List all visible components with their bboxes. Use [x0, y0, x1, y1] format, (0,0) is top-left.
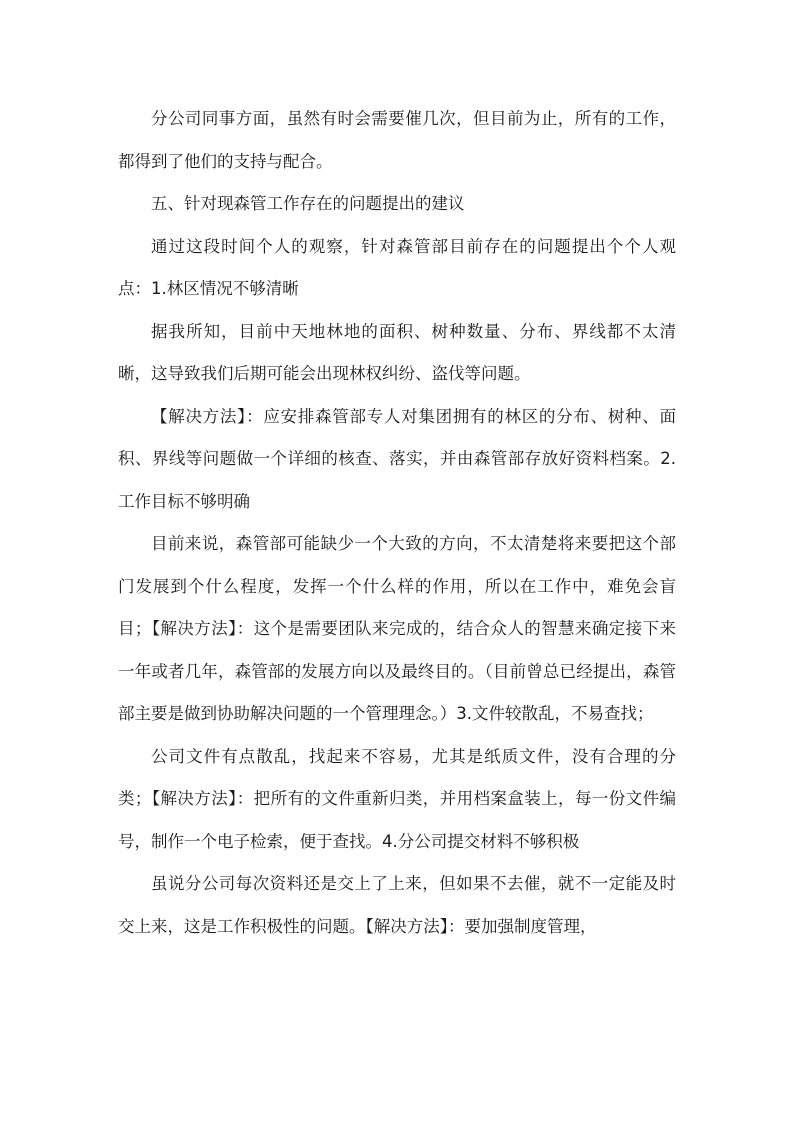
paragraph-work-goals: 目前来说，森管部可能缺少一个大致的方向，不太清楚将来要把这个部门发展到个什么程度，发挥一个什么样的作用，所以在工作中，难免会盲目；【解决方法】：这个是需要团队来完成的，结合众人的智慧来确定接下来一年或者几年，森管部的发展方向以及最终目的。（目前曾总已经提出，森管部主要是做到协助解决问题的一个管理理念。）3.文件较散乱，不易查找； [118, 534, 676, 723]
section-heading-suggestions: 五、针对现森管工作存在的问题提出的建议 [151, 194, 465, 213]
paragraph-cooperation: 分公司同事方面，虽然有时会需要催几次，但目前为止，所有的工作，都得到了他们的支持与配合。 [118, 109, 676, 171]
paragraph-forest-info: 据我所知，目前中天地林地的面积、树种数量、分布、界线都不太清晰，这导致我们后期可能会出现林权纠纷、盗伐等问题。 [118, 321, 676, 383]
paragraph-solution-forest-survey: 【解决方法】：应安排森管部专人对集团拥有的林区的分布、树种、面积、界线等问题做一个详细的核查、落实，并由森管部存放好资料档案。2.工作目标不够明确 [118, 406, 676, 511]
paragraph-observation-intro: 通过这段时间个人的观察，针对森管部目前存在的问题提出个个人观点：1.林区情况不够清晰 [118, 236, 676, 298]
paragraph-file-organization: 公司文件有点散乱，找起来不容易，尤其是纸质文件，没有合理的分类；【解决方法】：把所有的文件重新归类，并用档案盒装上，每一份文件编号，制作一个电子检索，便于查找。4.分公司提交材料不够积极 [118, 746, 676, 851]
paragraph-branch-submissions: 虽说分公司每次资料还是交上了上来，但如果不去催，就不一定能及时交上来，这是工作积极性的问题。【解决方法】：要加强制度管理， [118, 874, 676, 936]
